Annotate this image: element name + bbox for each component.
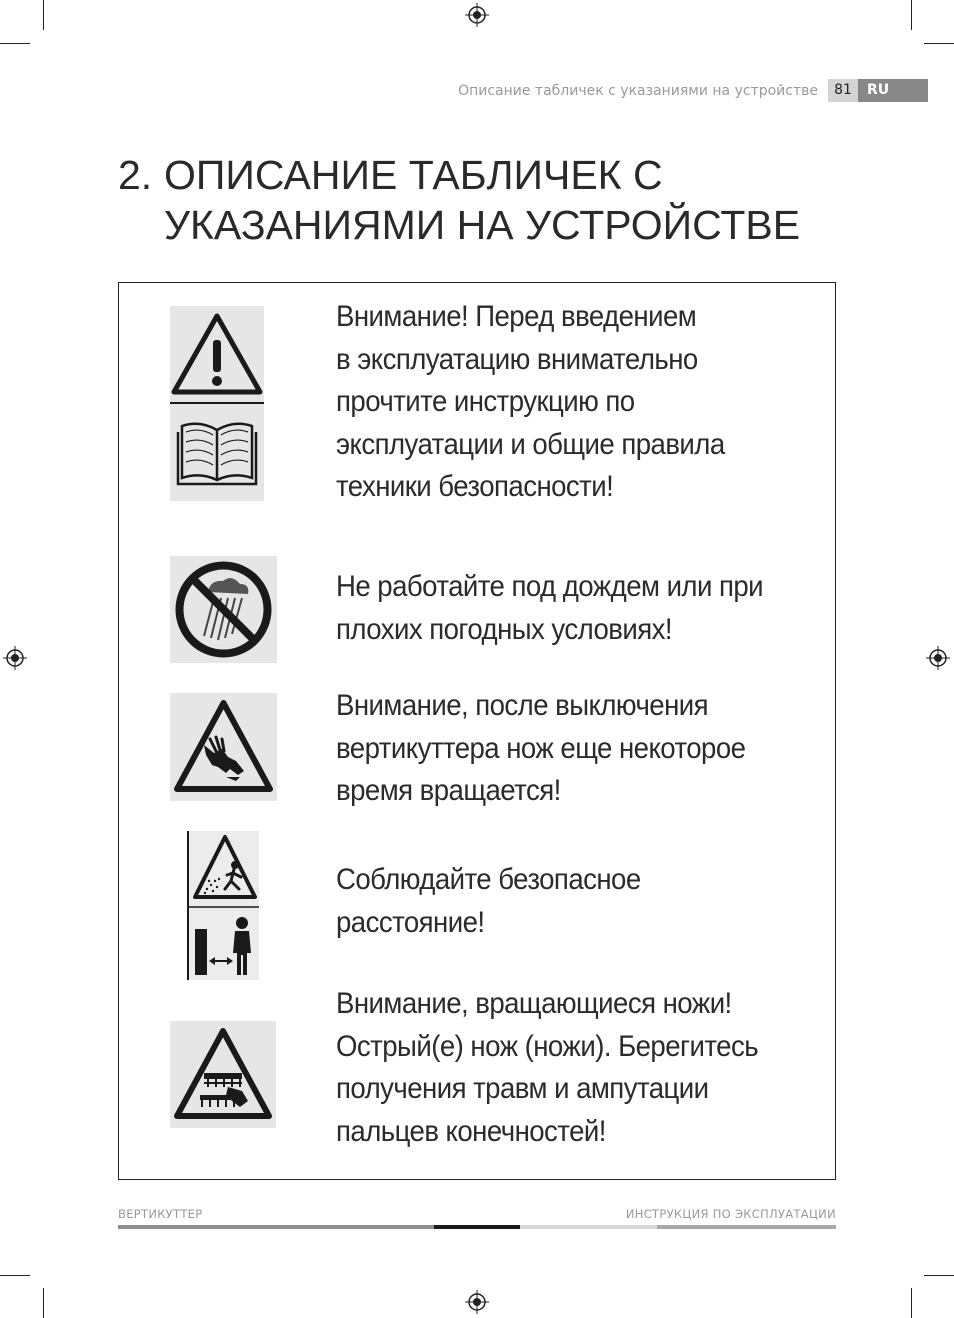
registration-mark-icon [3,646,27,670]
text-line: вертикуттера нож еще некоторое [336,731,746,765]
text-line: техники безопасности! [336,470,614,503]
footer-product-name: ВЕРТИКУТТЕР [118,1207,203,1221]
item-4-icon-panel [187,831,259,980]
rotating-knives-warning-icon [170,1021,276,1128]
no-rain-icon [170,556,277,663]
text-line: в эксплуатацию внимательно [336,342,698,376]
text-line: пальцев конечностей! [336,1114,606,1148]
page-number: 81 [828,79,858,102]
registration-mark-icon [465,1290,489,1314]
thrown-objects-warning-icon [195,837,255,897]
text-line: Внимание, вращающиеся ножи! [336,987,732,1020]
section-number: 2. [118,152,153,198]
registration-mark-icon [926,646,950,670]
text-line: получения травм и ампутации [336,1072,709,1105]
text-line: время вращается! [336,774,561,807]
text-line: Острый(е) нож (ножи). Берегитесь [336,1029,759,1063]
text-line: расстояние! [336,905,485,939]
text-line: Соблюдайте безопасное [336,863,641,896]
item-3-text [336,685,778,813]
instruction-book-icon [178,424,256,484]
footer-bar-segment [434,1225,520,1229]
text-line: Внимание, после выключения [336,689,709,722]
crop-mark [911,1288,912,1318]
item-1-icon-panel [170,306,264,501]
section-title-line-1: ОПИСАНИЕ ТАБЛИЧЕК С [164,152,663,198]
crop-mark [911,0,912,30]
running-header: Описание табличек с указаниями на устройстве [458,83,818,99]
footer-bar-segment [657,1225,836,1229]
crop-mark [0,43,30,44]
footer-document-type: ИНСТРУКЦИЯ ПО ЭКСПЛУАТАЦИИ [625,1207,836,1221]
section-title [118,150,800,250]
safe-distance-icon [195,917,251,975]
rotating-blade-hand-warning-icon [170,693,277,801]
item-2-text [336,566,778,651]
text-line: прочтите инструкцию по [336,385,635,418]
crop-mark [43,1288,44,1318]
text-line: плохих погодных условиях! [336,612,672,646]
warning-exclamation-icon [174,316,260,392]
text-line: эксплуатации и общие правила [336,427,725,461]
section-title-line-2: УКАЗАНИЯМИ НА УСТРОЙСТВЕ [164,202,801,248]
footer-bar-segment [118,1225,434,1229]
crop-mark [924,1275,954,1276]
item-2-icon-panel [170,556,277,663]
text-line: Не работайте под дождем или при [336,570,764,603]
crop-mark [43,0,44,30]
item-1-text [336,296,778,509]
language-tab: RU [858,79,928,102]
item-3-icon-panel [170,693,277,801]
item-4-text [336,859,778,944]
crop-mark [0,1275,30,1276]
item-5-text [336,983,778,1153]
item-5-icon-panel [170,1021,276,1128]
footer-bar-segment [520,1225,657,1229]
crop-mark [924,43,954,44]
registration-mark-icon [465,3,489,27]
text-line: Внимание! Перед введением [336,300,697,333]
